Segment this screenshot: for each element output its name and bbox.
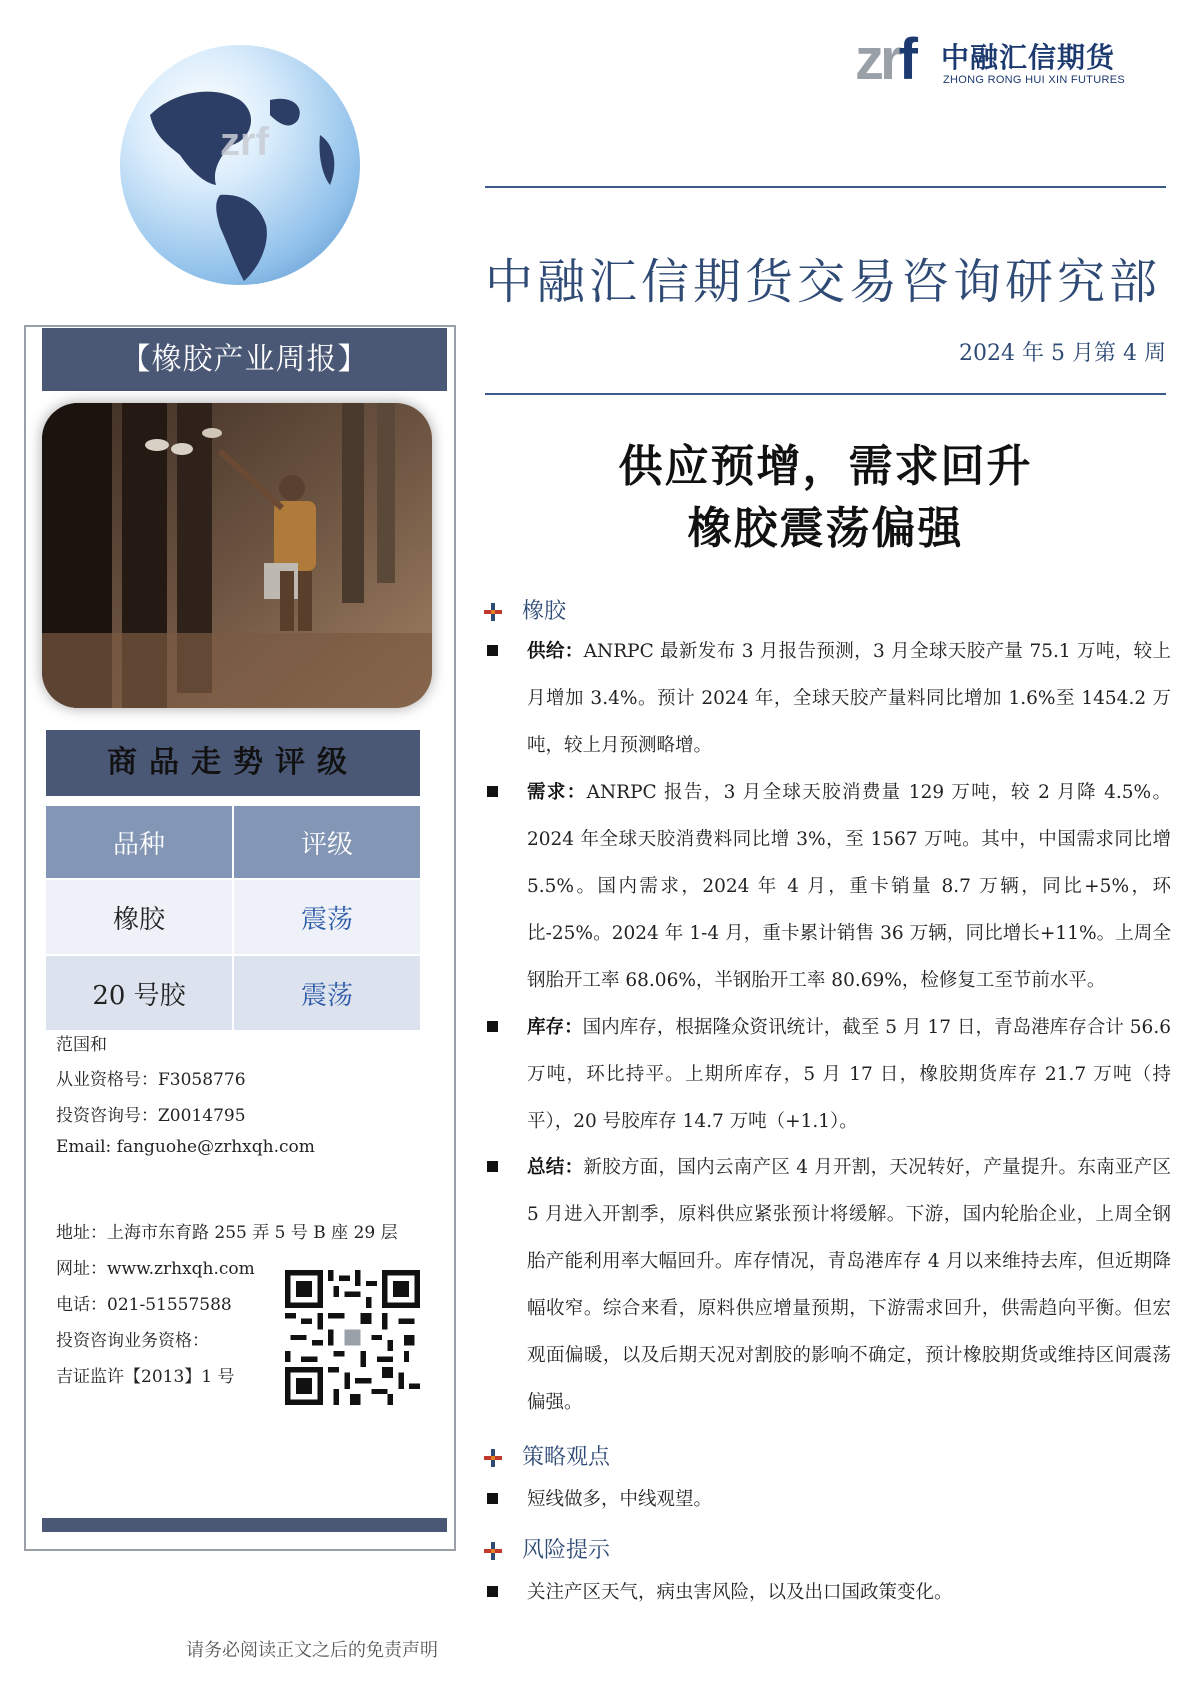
analyst-email[interactable]: Email: fanguohe@zrhxqh.com	[56, 1137, 315, 1157]
section-title: 策略观点	[522, 1445, 611, 1470]
globe-image	[120, 45, 360, 285]
table-row	[46, 880, 420, 956]
cross-bullet-icon	[482, 1540, 508, 1562]
rating-cell: 震荡	[234, 956, 420, 1032]
inventory-label: 库存：	[527, 1017, 583, 1038]
square-bullet-icon	[487, 1493, 498, 1504]
company-phone: 电话：021-51557588	[56, 1295, 232, 1315]
report-title-line1: 供应预增，需求回升	[618, 441, 1033, 492]
analyst-name: 范国和	[56, 1035, 107, 1055]
rubber-tapping-photo	[42, 403, 432, 708]
column-header-rating: 评级	[234, 806, 420, 880]
cross-bullet-icon	[482, 601, 508, 623]
product-cell: 橡胶	[46, 880, 234, 956]
company-website[interactable]: 网址：www.zrhxqh.com	[56, 1259, 255, 1279]
rating-table	[46, 806, 420, 1032]
svg-text:zrf: zrf	[220, 120, 269, 164]
analyst-qualification: 从业资格号：F3058776	[56, 1070, 246, 1090]
section-heading-rubber	[482, 594, 566, 625]
section-heading-strategy	[482, 1440, 610, 1471]
logo-chinese-name: 中融汇信期货	[941, 42, 1116, 73]
summary-paragraph	[527, 1144, 1171, 1426]
section-title: 风险提示	[522, 1538, 611, 1563]
analyst-consult-number: 投资咨询号：Z0014795	[56, 1106, 246, 1126]
square-bullet-icon	[487, 786, 498, 797]
summary-label: 总结：	[527, 1157, 584, 1178]
report-type-label: 【橡胶产业周报】	[42, 328, 447, 391]
license-label: 投资咨询业务资格：	[56, 1331, 209, 1351]
department-title: 中融汇信期货交易咨询研究部	[485, 254, 1162, 310]
license-number: 吉证监许【2013】1 号	[56, 1367, 235, 1387]
table-row	[46, 956, 420, 1032]
rating-table-header	[46, 806, 420, 880]
product-cell: 20 号胶	[46, 956, 234, 1032]
demand-paragraph	[527, 769, 1171, 1004]
risk-paragraph: 关注产区天气，病虫害风险，以及出口国政策变化。	[527, 1582, 953, 1603]
square-bullet-icon	[487, 645, 498, 656]
cross-bullet-icon	[482, 1447, 508, 1469]
logo-english-name: ZHONG RONG HUI XIN FUTURES	[943, 74, 1125, 86]
header-divider-top	[485, 186, 1166, 188]
inventory-text: 国内库存，根据隆众资讯统计，截至 5 月 17 日，青岛港库存合计 56.6 万吨，环比持平。上期所库存，5 月 17 日，橡胶期货库存 21.7 万吨（持平），20 号胶库存 14.7 万吨（+1.1）。	[527, 1017, 1171, 1132]
sidebar-footer-bar	[42, 1518, 447, 1532]
company-address: 地址：上海市东育路 255 弄 5 号 B 座 29 层	[56, 1223, 398, 1243]
company-logo	[855, 27, 1155, 92]
summary-text: 新胶方面，国内云南产区 4 月开割，天况转好，产量提升。东南亚产区 5 月进入开割季，原料供应紧张预计将缓解。下游，国内轮胎企业，上周全钢胎产能利用率大幅回升。库存情况，青岛港库存 4 月以来维持去库，但近期降幅收窄。综合来看，原料供应增量预期，下游需求回升，供需趋向平衡。但宏观面偏暖，以及后期天况对割胶的影响不确定，预计橡胶期货或维持区间震荡偏强。	[527, 1157, 1171, 1413]
rating-section-title: 商品走势评级	[46, 730, 420, 796]
square-bullet-icon	[487, 1161, 498, 1172]
strategy-paragraph: 短线做多，中线观望。	[527, 1489, 713, 1510]
report-title-line2: 橡胶震荡偏强	[687, 503, 964, 554]
report-date: 2024 年 5 月第 4 周	[959, 341, 1166, 366]
inventory-paragraph	[527, 1004, 1171, 1145]
supply-paragraph	[527, 628, 1171, 769]
square-bullet-icon	[487, 1586, 498, 1597]
square-bullet-icon	[487, 1021, 498, 1032]
demand-label: 需求：	[527, 782, 587, 803]
column-header-product: 品种	[46, 806, 234, 880]
qr-code	[285, 1270, 420, 1405]
supply-label: 供给：	[527, 641, 584, 662]
logo-mark: zrf	[855, 27, 914, 92]
header-divider-bottom	[485, 393, 1166, 395]
demand-text: ANRPC 报告，3 月全球天胶消费量 129 万吨，较 2 月降 4.5%。2024 年全球天胶消费料同比增 3%，至 1567 万吨。其中，中国需求同比增 5.5%。国内需求，2024 年 4 月，重卡销量 8.7 万辆，同比+5%，环比-25%。2024 年 1-4 月，重卡累计销售 36 万辆，同比增长+11%。上周全钢胎开工率 68.06%，半钢胎开工率 80.69%，检修复工至节前水平。	[527, 782, 1171, 991]
supply-text: ANRPC 最新发布 3 月报告预测，3 月全球天胶产量 75.1 万吨，较上月增加 3.4%。预计 2024 年，全球天胶产量料同比增加 1.6%至 1454.2 万吨，较上月预测略增。	[527, 641, 1171, 756]
section-title: 橡胶	[522, 599, 567, 624]
disclaimer-note: 请务必阅读正文之后的免责声明	[186, 1640, 438, 1661]
rating-cell: 震荡	[234, 880, 420, 956]
section-heading-risk	[482, 1533, 610, 1564]
